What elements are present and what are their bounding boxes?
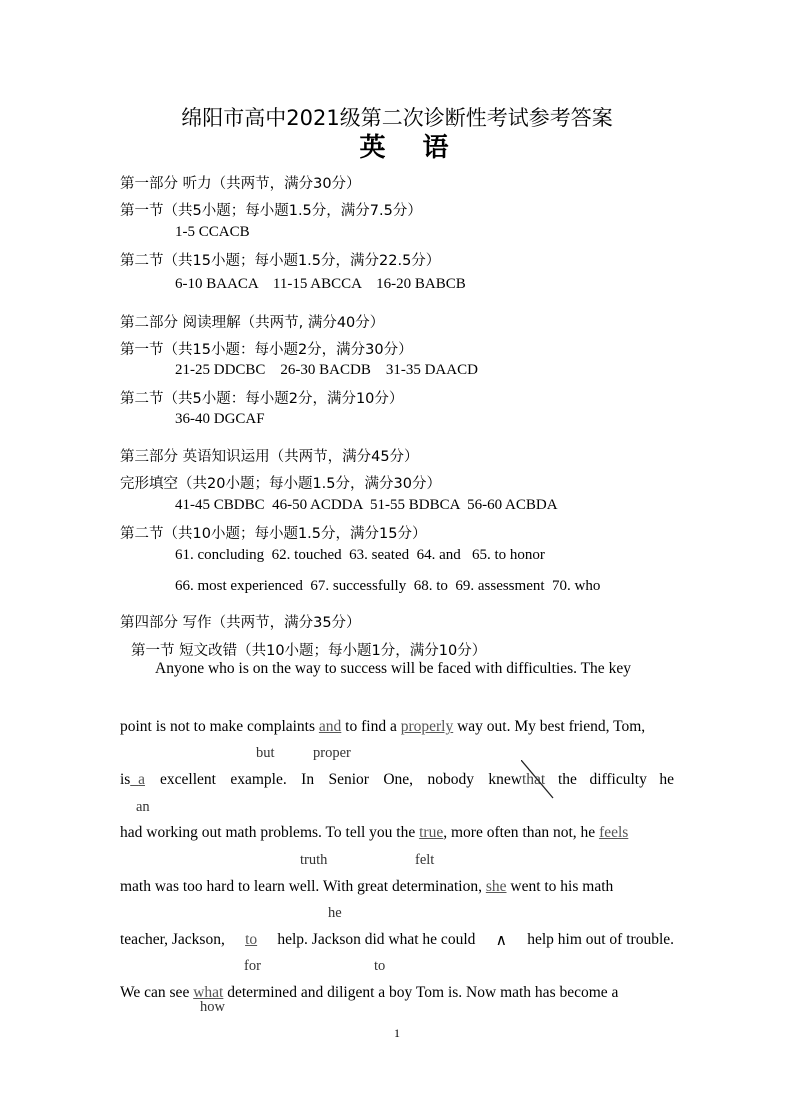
part3-sec1-answers: 41-45 CBDBC 46-50 ACDDA 51-55 BDBCA 56-60 ACBDA — [175, 497, 558, 513]
part2-sec2-answers: 36-40 DGCAF — [175, 411, 265, 427]
insert-caret: ∧ — [495, 932, 507, 949]
error-mark: to — [245, 931, 258, 948]
correction: to — [374, 958, 386, 974]
part3-sec2-line2: 66. most experienced 67. successfully 68. to 69. assessment 70. who — [175, 578, 601, 594]
part2-sec1-heading: 第一节（共15小题：每小题2分，满分30分） — [120, 342, 413, 358]
part3-sec2-heading: 第二节（共10小题；每小题1.5分，满分15分） — [120, 526, 427, 542]
part4-sec1-heading: 第一节 短文改错（共10小题；每小题1分，满分10分） — [131, 643, 487, 659]
correction: how — [200, 999, 225, 1015]
correction: truth — [300, 852, 328, 868]
error-mark: _a — [130, 771, 145, 788]
error-mark: true — [419, 824, 444, 841]
subject-title: 英 语 — [359, 133, 463, 163]
passage-line-3-end: the difficulty he — [558, 771, 674, 788]
deleted-word: that — [522, 771, 546, 788]
part1-sec2-answers: 6-10 BAACA 11-15 ABCCA 16-20 BABCB — [175, 276, 466, 292]
part3-sec2-line1: 61. concluding 62. touched 63. seated 64. and 65. to honor — [175, 547, 545, 563]
passage-line-1: Anyone who is on the way to success will be faced with difficulties. The key — [155, 660, 631, 677]
passage-line-6: teacher, Jackson, to help. Jackson did what he could ∧ help him out of trouble. — [120, 931, 674, 949]
error-mark: she — [485, 878, 507, 895]
correction: proper — [313, 745, 351, 761]
part2-sec2-heading: 第二节（共5小题：每小题2分，满分10分） — [120, 391, 404, 407]
page-number: 1 — [394, 1026, 400, 1040]
correction: for — [244, 958, 261, 974]
part3-sec1-heading: 完形填空（共20小题；每小题1.5分，满分30分） — [120, 476, 441, 492]
correction: he — [328, 905, 342, 921]
part1-heading: 第一部分 听力（共两节，满分30分） — [120, 176, 361, 192]
part1-sec1-answers: 1-5 CCACB — [175, 224, 250, 240]
error-mark: what — [193, 984, 224, 1001]
passage-line-5: math was too hard to learn well. With great determination, she went to his math — [120, 878, 614, 895]
correction: an — [136, 799, 150, 815]
part3-heading: 第三部分 英语知识运用（共两节，满分45分） — [120, 449, 419, 465]
passage-line-7: We can see what determined and diligent a boy Tom is. Now math has become a — [120, 984, 619, 1001]
part2-sec1-answers: 21-25 DDCBC 26-30 BACDB 31-35 DAACD — [175, 362, 478, 378]
error-mark: and — [318, 718, 342, 735]
part1-sec1-heading: 第一节（共5小题；每小题1.5分，满分7.5分） — [120, 203, 422, 219]
passage-line-3-mid: excellent example. In Senior One, nobody knew — [160, 771, 522, 788]
part4-heading: 第四部分 写作（共两节，满分35分） — [120, 615, 361, 631]
part1-sec2-heading: 第二节（共15小题；每小题1.5分，满分22.5分） — [120, 253, 441, 269]
passage-line-3-start: is_a — [120, 771, 145, 788]
error-mark: properly — [400, 718, 454, 735]
error-mark: feels — [599, 824, 629, 841]
strike-mark — [521, 760, 555, 800]
document-title: 绵阳市高中2021级第二次诊断性考试参考答案 — [181, 106, 613, 130]
part2-heading: 第二部分 阅读理解（共两节, 满分40分） — [120, 315, 385, 331]
passage-line-4: had working out math problems. To tell you the true, more often than not, he feels — [120, 824, 629, 841]
correction: felt — [415, 852, 435, 868]
passage-line-2: point is not to make complaints and to find a properly way out. My best friend, Tom, — [120, 718, 646, 735]
correction: but — [256, 745, 275, 761]
